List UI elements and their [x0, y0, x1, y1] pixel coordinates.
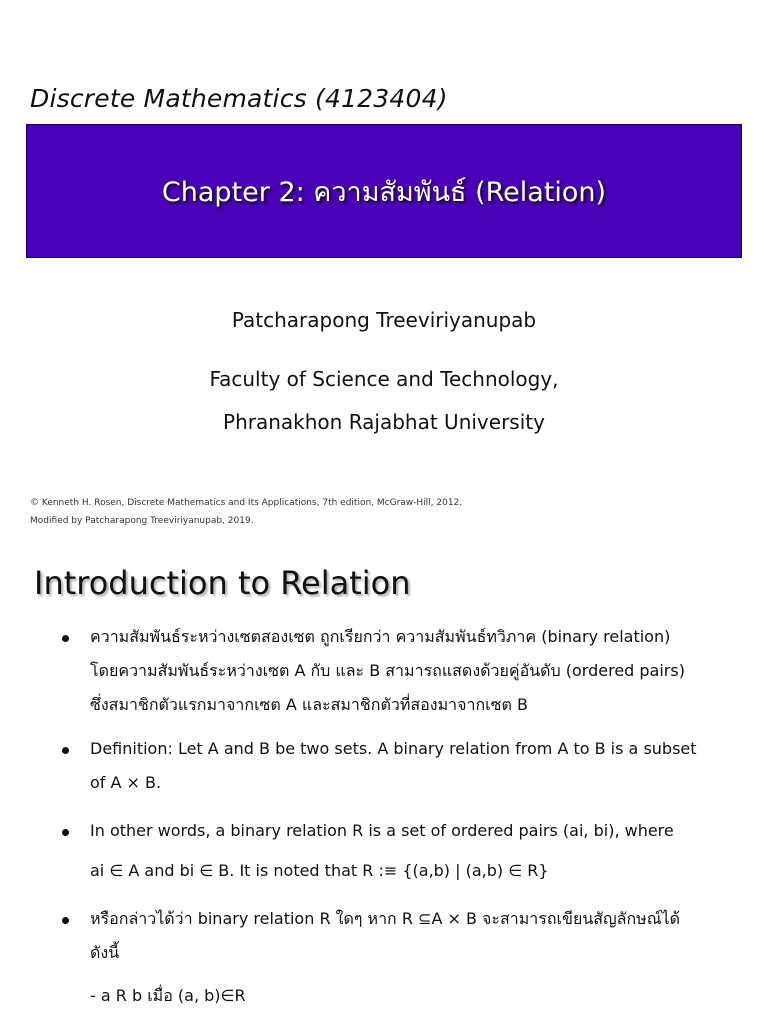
bullet-line: In other words, a binary relation R is a set of ordered pairs (ai, bi), where [90, 821, 674, 840]
bullet-line: โดยความสัมพันธ์ระหว่างเซต A กับ และ B สามารถแสดงด้วยคู่อันดับ (ordered pairs) [90, 661, 685, 680]
bullet-dot-icon [62, 917, 69, 924]
bullet-line: of A × B. [90, 773, 162, 792]
bullet-line: ซึ่งสมาชิกตัวแรกมาจากเซต A และสมาชิกตัวที่สองมาจากเซต B [90, 695, 528, 714]
bullet-dot-icon [62, 635, 69, 642]
bullet-item [66, 902, 680, 970]
bullet-item [66, 620, 685, 722]
bullet-line: ดังนี้ [90, 943, 120, 962]
content-slide [0, 540, 768, 1024]
author-name: Patcharapong Treeviriyanupab [231, 308, 537, 332]
university-name: Phranakhon Rajabhat University [223, 410, 545, 434]
faculty-name: Faculty of Science and Technology, [209, 367, 559, 391]
course-title: Discrete Mathematics (4123404) [30, 84, 448, 113]
bullet-line: หรือกล่าวได้ว่า binary relation R ใดๆ หาก R ⊆A × B จะสามารถเขียนสัญลักษณ์ได้ [90, 909, 680, 928]
notation-line: - a R b เมื่อ (a, b)∈R [90, 986, 246, 1005]
bullet-dot-icon [62, 747, 69, 754]
slide-title: Introduction to Relation [34, 564, 411, 602]
bullet-item [66, 814, 674, 888]
bullet-line: ความสัมพันธ์ระหว่างเซตสองเซต ถูกเรียกว่า ความสัมพันธ์ทวิภาค (binary relation) [90, 627, 671, 646]
modified-note: Modified by Patcharapong Treeviriyanupab, 2019. [30, 516, 254, 526]
bullet-line: Definition: Let A and B be two sets. A binary relation from A to B is a subset [90, 739, 697, 758]
bullet-item [66, 732, 697, 800]
chapter-title: Chapter 2: ความสัมพันธ์ (Relation) [161, 176, 607, 208]
copyright-note: © Kenneth H. Rosen, Discrete Mathematics and Its Applications, 7th edition, McGraw-Hill, 2012. [30, 498, 463, 508]
bullet-line: ai ∈ A and bi ∈ B. It is noted that R :≡ {(a,b) | (a,b) ∈ R} [90, 861, 549, 880]
chapter-banner [26, 124, 742, 258]
bullet-dot-icon [62, 829, 69, 836]
